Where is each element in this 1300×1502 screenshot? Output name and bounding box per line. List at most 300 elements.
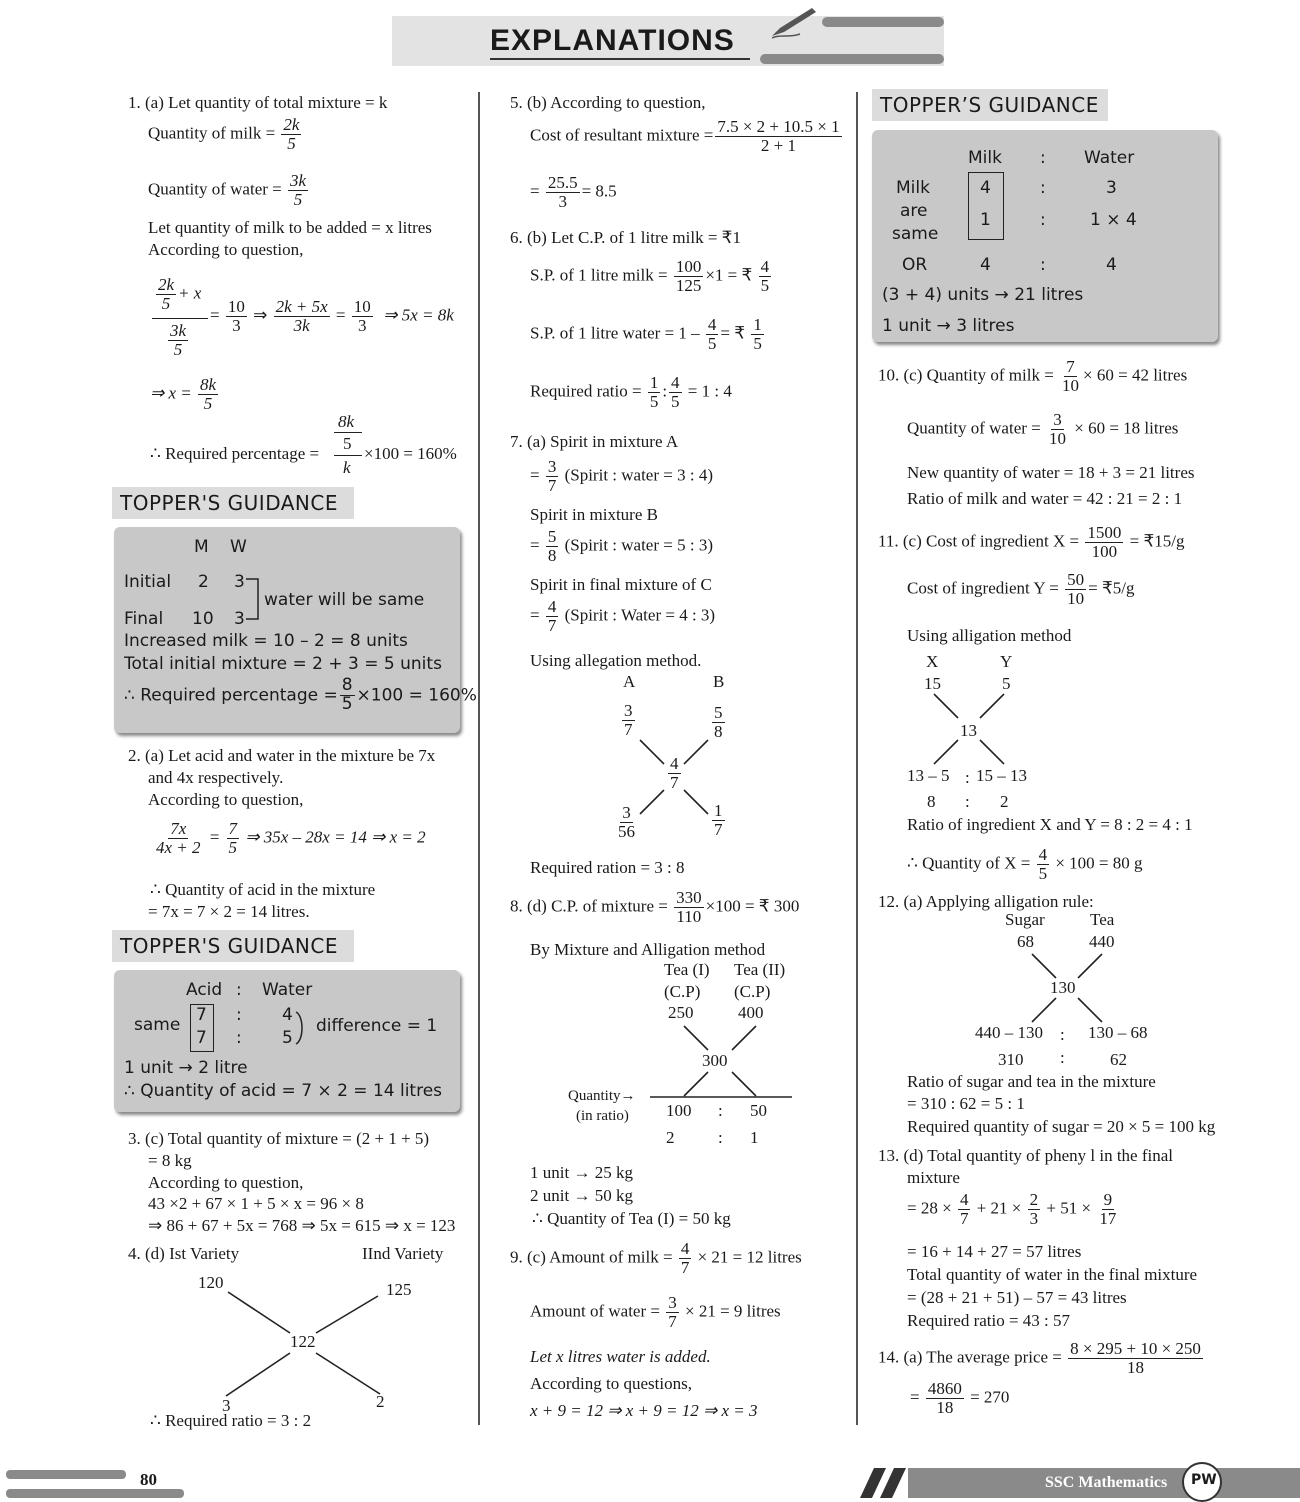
q3-line: = 8 kg	[148, 1151, 192, 1170]
bracket	[244, 577, 264, 623]
q1-milk-label: Quantity of milk =	[148, 123, 276, 143]
q14-line	[878, 1340, 1205, 1377]
frac-den: 7	[959, 1208, 969, 1228]
guidance-value: 7	[196, 1005, 207, 1025]
q7-line: Using allegation method.	[530, 651, 702, 670]
q1-x-label: ⇒ x =	[150, 383, 192, 403]
q12-line: Ratio of sugar and tea in the mixture	[907, 1072, 1156, 1091]
guidance-box	[114, 527, 477, 733]
frac-den: 2 + 1	[760, 135, 797, 155]
frac-num: 4	[670, 754, 679, 773]
colon: :	[965, 792, 970, 811]
guidance-value: 4	[980, 178, 991, 198]
guidance-label: same	[892, 224, 939, 244]
pen-icon	[770, 4, 820, 40]
frac-den: 100	[1091, 541, 1118, 561]
q9-water	[530, 1294, 781, 1331]
alligation-value: 2	[376, 1392, 385, 1411]
frac-den: 5	[707, 333, 717, 353]
page-title: EXPLANATIONS	[490, 24, 735, 57]
frac-den: 5	[343, 434, 352, 453]
guidance-text: ×100 = 160%	[356, 685, 477, 706]
q10-milk	[878, 358, 1187, 395]
frac-num: 4	[760, 257, 770, 276]
alligation-value: 310	[998, 1050, 1024, 1069]
frac-num: 4	[707, 315, 717, 334]
frac-den: 3k	[293, 315, 310, 335]
alligation-diff: 13 – 5	[907, 766, 950, 785]
page-number: 80	[140, 1470, 157, 1489]
frac-den: 3	[558, 191, 567, 211]
q14-label: 14. (a) The average price =	[878, 1347, 1062, 1367]
alligation-value: 100	[666, 1101, 692, 1120]
q11-line: Using alligation method	[907, 626, 1072, 645]
frac-num: 4860	[927, 1379, 962, 1398]
frac-num: 7x	[170, 819, 187, 838]
q7-line: Spirit in final mixture of C	[530, 575, 712, 594]
q3-line: 3. (c) Total quantity of mixture = (2 + 1 + 5)	[128, 1129, 430, 1148]
frac-num: 9	[1103, 1190, 1113, 1209]
colon: :	[718, 1101, 723, 1120]
frac-num: 7.5 × 2 + 10.5 × 1	[717, 117, 840, 136]
alligation-value: 400	[738, 1003, 764, 1022]
q2-result: ⇒ 35x – 28x = 14 ⇒ x = 2	[245, 827, 426, 847]
guidance-label: Final	[124, 609, 164, 629]
q6-line: 6. (b) Let C.P. of 1 litre milk = ₹1	[510, 228, 741, 247]
q10-tail: × 60 = 42 litres	[1083, 365, 1188, 385]
alligation-diff: 440 – 130	[975, 1023, 1043, 1042]
plus-x: + x	[178, 283, 202, 303]
q8-line: 2 unit → 50 kg	[530, 1186, 633, 1205]
guidance-colon: :	[1040, 148, 1046, 168]
frac-num: 8k	[338, 412, 355, 431]
alligation-mean: 122	[290, 1332, 316, 1351]
guidance-title: TOPPER'S GUIDANCE	[112, 930, 354, 962]
frac-num: 2k	[283, 115, 300, 134]
alligation-value: 15	[924, 674, 941, 693]
q11-x	[878, 524, 1185, 561]
q9-line: x + 9 = 12 ⇒ x + 9 = 12 ⇒ x = 3	[530, 1401, 758, 1420]
q5-line: 5. (b) According to question,	[510, 93, 706, 112]
alligation-value: 1	[750, 1128, 759, 1147]
frac-num: 5	[714, 703, 723, 722]
q11-tail: × 100 = 80 g	[1055, 853, 1143, 873]
q7-note: (Spirit : water = 3 : 4)	[564, 465, 713, 485]
colon: :	[1060, 1025, 1065, 1044]
frac-num: 3	[622, 803, 631, 822]
header-deco-bar	[760, 54, 944, 64]
q12-line: Required quantity of sugar = 20 × 5 = 100 kg	[907, 1117, 1216, 1136]
q6-label: Required ratio =	[530, 381, 642, 401]
q1-complex-den	[166, 322, 190, 359]
guidance-head: Water	[1084, 148, 1135, 168]
q13-term: + 51 ×	[1046, 1198, 1092, 1218]
frac-num: 7	[1066, 357, 1075, 376]
alligation-diff: 130 – 68	[1088, 1023, 1148, 1042]
q3-line: According to question,	[148, 1173, 304, 1192]
equals: =	[530, 181, 540, 201]
q8-tail: ×100 = ₹ 300	[705, 896, 800, 916]
q8-line: ∴ Quantity of Tea (I) = 50 kg	[532, 1209, 731, 1228]
q11-y	[907, 571, 1135, 608]
frac-num: 2k + 5x	[275, 297, 328, 316]
q8-line	[510, 889, 799, 926]
guidance-label: OR	[902, 255, 928, 275]
q7-c: = $\frac{4}{7}$ (Spirit : Water = 4 : 3)	[530, 597, 716, 635]
q2-line: According to question,	[148, 790, 304, 809]
guidance-line: Increased milk = 10 – 2 = 8 units	[124, 631, 408, 651]
frac-num: 4	[671, 373, 680, 392]
frac-den: 5	[287, 133, 296, 153]
q2-equation: $\frac{7x}{4x + 2}$ = $\frac{7}{5}$ ⇒ 35x – 28x = 14 ⇒ x = 2	[156, 819, 426, 857]
guidance-line: (3 + 4) units → 21 litres	[882, 285, 1084, 305]
alligation-label: Tea (II)	[734, 960, 786, 979]
q2-line: and 4x respectively.	[148, 768, 284, 787]
q9-line: According to questions,	[530, 1374, 692, 1393]
frac-den: 125	[675, 275, 702, 295]
guidance-line	[124, 677, 477, 714]
frac-den: 56	[618, 821, 635, 841]
q9-milk	[510, 1240, 802, 1277]
q6-sp-milk	[530, 258, 773, 295]
alligation-value: 440	[1089, 932, 1115, 951]
guidance-line: 1 unit → 2 litre	[124, 1058, 248, 1078]
frac-num: 8 × 295 + 10 × 250	[1070, 1339, 1201, 1358]
frac-den: 4x + 2	[156, 837, 201, 857]
alligation-label: Tea	[1090, 910, 1115, 929]
q1-water-label: Quantity of water =	[148, 179, 282, 199]
frac-den: 7	[668, 1311, 677, 1331]
guidance-head-m: M	[194, 537, 209, 557]
frac-num: 330	[676, 888, 702, 907]
frac-den: 5	[649, 391, 659, 411]
alligation-value: 68	[1017, 932, 1034, 951]
q6-result: = 1 : 4	[687, 381, 732, 401]
fraction-bar	[334, 432, 362, 433]
q3-line: 43 ×2 + 67 × 1 + 5 × x = 96 × 8	[148, 1194, 364, 1213]
q4-answer: ∴ Required ratio = 3 : 2	[150, 1411, 312, 1430]
guidance-value: 4	[1106, 255, 1117, 275]
alligation-value: 5	[1002, 674, 1011, 693]
alligation-label: (C.P)	[664, 982, 701, 1001]
frac-num: 1	[753, 315, 762, 334]
footer-deco-bar	[6, 1470, 126, 1479]
column-divider	[856, 92, 858, 1425]
guidance-line: ∴ Quantity of acid = 7 × 2 = 14 litres	[124, 1081, 443, 1101]
q11-tail: = ₹15/g	[1129, 531, 1185, 551]
title-underline	[490, 58, 750, 60]
alligation-label: A	[623, 672, 636, 691]
frac-den: 5	[161, 293, 171, 313]
frac-den: 5	[203, 393, 213, 413]
guidance-title: TOPPER'S GUIDANCE	[112, 487, 354, 519]
frac-den: 18	[936, 1397, 954, 1417]
q8-line: 1 unit → 25 kg	[530, 1163, 633, 1182]
guidance-box	[872, 130, 1218, 342]
guidance-value: 2	[198, 572, 209, 592]
q13-term: = 28 ×	[907, 1198, 952, 1218]
q11-qty	[907, 846, 1143, 883]
q1-line: Let quantity of milk to be added = x litres	[148, 218, 432, 237]
q10-line: New quantity of water = 18 + 3 = 21 litres	[907, 463, 1195, 482]
guidance-label: same	[134, 1015, 181, 1035]
frac-num: 8	[341, 675, 353, 695]
frac-num: 4	[959, 1190, 969, 1209]
guidance-value: 5	[282, 1028, 293, 1048]
q8-qty-label: (in ratio)	[576, 1108, 629, 1124]
frac-den: 5	[760, 275, 770, 295]
guidance-head: Milk	[968, 148, 1002, 168]
q3-line: ⇒ 86 + 67 + 5x = 768 ⇒ 5x = 615 ⇒ x = 123	[148, 1216, 456, 1235]
frac-num: 4	[1038, 845, 1048, 864]
frac-den: 18	[1127, 1357, 1145, 1377]
guidance-value: 1 × 4	[1090, 210, 1137, 230]
q6-mid: = ₹	[720, 323, 746, 343]
frac-den: 8	[547, 545, 557, 565]
alligation-value: 2	[1000, 792, 1009, 811]
q4-line: IInd Variety	[362, 1244, 444, 1263]
guidance-value: 4	[980, 255, 991, 275]
q13-equation	[907, 1191, 1120, 1228]
frac-den: 7	[547, 475, 557, 495]
q9-label: 9. (c) Amount of milk =	[510, 1247, 673, 1267]
fraction-bar	[152, 318, 208, 319]
guidance-value: 3	[234, 609, 245, 629]
frac-num: 3	[547, 457, 557, 476]
frac-num: 3	[1053, 410, 1062, 429]
colon: :	[1060, 1048, 1065, 1067]
alligation-value: 50	[750, 1101, 767, 1120]
q9-tail: × 21 = 12 litres	[697, 1247, 802, 1267]
alligation-cross	[0, 0, 1, 1]
q11-label: Cost of ingredient Y =	[907, 578, 1059, 598]
q5-result-tail: = 8.5	[581, 181, 617, 201]
frac-num: 3k	[290, 171, 307, 190]
frac-num: 3	[624, 701, 633, 720]
q13-term: + 21 ×	[976, 1198, 1022, 1218]
guidance-value: 4	[282, 1005, 293, 1025]
frac-num: 4	[547, 597, 557, 616]
q10-label: Quantity of water =	[907, 418, 1041, 438]
guidance-head-w: W	[230, 537, 247, 557]
frac-num: 2k	[158, 275, 175, 294]
column-divider	[478, 92, 480, 1425]
q10-water	[907, 411, 1178, 448]
q2-line: = 7x = 7 × 2 = 14 litres.	[148, 902, 310, 921]
guidance-label: are	[900, 201, 928, 221]
guidance-colon: :	[1040, 178, 1046, 198]
q4-line: 4. (d) Ist Variety	[128, 1244, 240, 1263]
q1-equation: = $\frac{10}{3}$ ⇒ $\frac{2k + 5x}{3k}$ = $\frac{10}{3}$ ⇒ 5x = 8k	[210, 297, 454, 335]
publisher-logo-text: PW	[1191, 1472, 1217, 1488]
q9-line: Let x litres water is added.	[530, 1347, 711, 1366]
frac-num: 2	[1029, 1190, 1039, 1209]
footer-deco-bar	[6, 1489, 184, 1498]
frac-den: 3	[232, 315, 241, 335]
frac-den: 7	[670, 772, 679, 792]
frac-num: 1500	[1087, 523, 1122, 542]
q11-label: 11. (c) Cost of ingredient X =	[878, 531, 1080, 551]
colon: :	[965, 768, 970, 787]
q5-result	[530, 174, 617, 211]
alligation-value: 120	[198, 1273, 224, 1292]
alligation-value: 2	[666, 1128, 675, 1147]
frac-den: 10	[1067, 588, 1085, 608]
q13-line: = (28 + 21 + 51) – 57 = 43 litres	[907, 1288, 1127, 1307]
q1-line: 1. (a) Let quantity of total mixture = k	[128, 93, 388, 112]
frac-den: 5	[671, 391, 680, 411]
q10-line: Ratio of milk and water = 42 : 21 = 2 : 1	[907, 489, 1183, 508]
frac-den: 5	[341, 693, 353, 714]
frac-den: 5	[173, 339, 183, 359]
guidance-head: Water	[262, 980, 313, 1000]
header-deco-bar	[822, 17, 944, 27]
frac-den: 10	[1049, 428, 1066, 448]
q1-complex-num	[154, 276, 201, 313]
q6-label: S.P. of 1 litre water = 1 –	[530, 323, 700, 343]
q6-mid: ×1 = ₹	[705, 265, 753, 285]
frac-den: 3	[1029, 1208, 1039, 1228]
guidance-colon: :	[236, 1028, 242, 1048]
q1-water	[148, 172, 310, 209]
frac-num: 100	[675, 257, 702, 276]
guidance-box	[114, 970, 460, 1112]
frac-den: 5	[228, 837, 238, 857]
q2-line: ∴ Quantity of acid in the mixture	[150, 880, 376, 899]
guidance-value: 3	[234, 572, 245, 592]
q13-line: 13. (d) Total quantity of pheny l in the final	[878, 1146, 1173, 1165]
frac-den: 7	[680, 1257, 690, 1277]
frac-den: 110	[676, 906, 702, 926]
alligation-label: Y	[1000, 652, 1013, 671]
q11-label: ∴ Quantity of X =	[907, 853, 1031, 873]
publisher-logo	[1182, 1462, 1222, 1502]
alligation-mean: 300	[702, 1051, 728, 1070]
q1-x	[150, 376, 220, 413]
alligation-label: X	[926, 652, 939, 671]
alligation-value: 3	[222, 1396, 231, 1415]
q13-line: Total quantity of water in the final mixture	[907, 1265, 1198, 1284]
q11-line: Ratio of ingredient X and Y = 8 : 2 = 4 : 1	[907, 815, 1193, 834]
q1-line: According to question,	[148, 240, 304, 259]
q7-b: = $\frac{5}{8}$ (Spirit : water = 5 : 3)	[530, 527, 713, 565]
q7-line: Spirit in mixture B	[530, 505, 658, 524]
q2-line: 2. (a) Let acid and water in the mixture be 7x	[128, 746, 436, 765]
q12-line: 12. (a) Applying alligation rule:	[878, 892, 1094, 911]
frac-num: 1	[649, 373, 659, 392]
alligation-label: (C.P)	[734, 982, 771, 1001]
q10-label: 10. (c) Quantity of milk =	[878, 365, 1054, 385]
q7-note: (Spirit : water = 5 : 3)	[564, 535, 713, 555]
frac-den: 8	[714, 721, 723, 741]
q13-line: mixture	[907, 1168, 960, 1187]
frac-num: 8k	[200, 375, 217, 394]
alligation-value: 250	[668, 1003, 694, 1022]
alligation-value: 8	[927, 792, 936, 811]
colon: :	[718, 1128, 723, 1147]
frac-num: 25.5	[547, 173, 578, 192]
book-title: SSC Mathematics	[1045, 1474, 1168, 1491]
frac-num: 10	[353, 297, 371, 316]
guidance-colon: :	[236, 1005, 242, 1025]
q1-req-tail: ×100 = 160%	[364, 444, 457, 463]
q7-answer: Required ration = 3 : 8	[530, 858, 685, 877]
q6-label: S.P. of 1 litre milk =	[530, 265, 668, 285]
q6-sp-water	[530, 316, 766, 353]
q1-milk	[148, 116, 303, 153]
frac-num: 1	[714, 801, 723, 820]
frac-num: 5	[547, 527, 557, 546]
alligation-mean: 13	[960, 721, 977, 740]
q8-line: By Mixture and Alligation method	[530, 940, 766, 959]
guidance-colon: :	[236, 980, 242, 1000]
frac-den: 5	[1038, 863, 1048, 883]
frac-den: 7	[624, 719, 633, 739]
q14-tail: = 270	[970, 1387, 1010, 1407]
q7-note: (Spirit : Water = 4 : 3)	[564, 605, 716, 625]
frac-den: 3	[358, 315, 367, 335]
alligation-diff: 15 – 13	[976, 766, 1027, 785]
alligation-value: 62	[1110, 1050, 1127, 1069]
bracket	[294, 1010, 308, 1046]
guidance-note: water will be same	[264, 590, 425, 610]
frac-num: 7	[228, 819, 238, 838]
guidance-line: 1 unit → 3 litres	[882, 316, 1015, 336]
q8-qty-label: Quantity→	[568, 1088, 636, 1104]
q9-label: Amount of water =	[530, 1301, 660, 1321]
guidance-head: Acid	[186, 980, 223, 1000]
frac-num: 10	[227, 297, 245, 316]
frac-num: 50	[1067, 570, 1085, 589]
guidance-title: TOPPER’S GUIDANCE	[872, 89, 1108, 121]
q10-tail: × 60 = 18 litres	[1074, 418, 1179, 438]
q1-req-label: ∴ Required percentage =	[150, 444, 320, 463]
q11-tail: = ₹5/g	[1088, 578, 1135, 598]
frac-den: k	[343, 458, 351, 477]
q7-a: = $\frac{3}{7}$ (Spirit : water = 3 : 4)	[530, 457, 713, 495]
alligation-label: Sugar	[1005, 910, 1045, 929]
frac-den: 5	[753, 333, 762, 353]
q13-line: = 16 + 14 + 27 = 57 litres	[907, 1242, 1082, 1261]
guidance-label: Milk	[896, 178, 930, 198]
q5-cost	[530, 118, 844, 155]
guidance-colon: :	[1040, 255, 1046, 275]
frac-den: 10	[1062, 375, 1080, 395]
q14-result	[910, 1380, 1009, 1417]
guidance-label: Initial	[124, 572, 172, 592]
q8-label: 8. (d) C.P. of mixture =	[510, 896, 668, 916]
q12-line: = 310 : 62 = 5 : 1	[907, 1094, 1025, 1113]
frac-den: 5	[293, 189, 303, 209]
frac-den: 7	[714, 819, 723, 839]
guidance-note: difference = 1	[316, 1016, 438, 1036]
q7-line: 7. (a) Spirit in mixture A	[510, 432, 679, 451]
q9-tail: × 21 = 9 litres	[684, 1301, 781, 1321]
alligation-label: B	[713, 672, 725, 691]
alligation-label: Tea (I)	[664, 960, 710, 979]
frac-num: 3k	[170, 321, 187, 340]
q5-cost-label: Cost of resultant mixture =	[530, 125, 714, 145]
frac-den: 17	[1099, 1208, 1117, 1228]
guidance-colon: :	[1040, 210, 1046, 230]
alligation-value: 125	[386, 1280, 412, 1299]
guidance-value: 1	[980, 210, 991, 230]
frac-num: 3	[668, 1293, 677, 1312]
guidance-text: ∴ Required percentage =	[124, 685, 338, 706]
frac-den: 7	[547, 615, 557, 635]
q13-line: Required ratio = 43 : 57	[907, 1311, 1071, 1330]
q1-result: ⇒ 5x = 8k	[383, 305, 454, 325]
